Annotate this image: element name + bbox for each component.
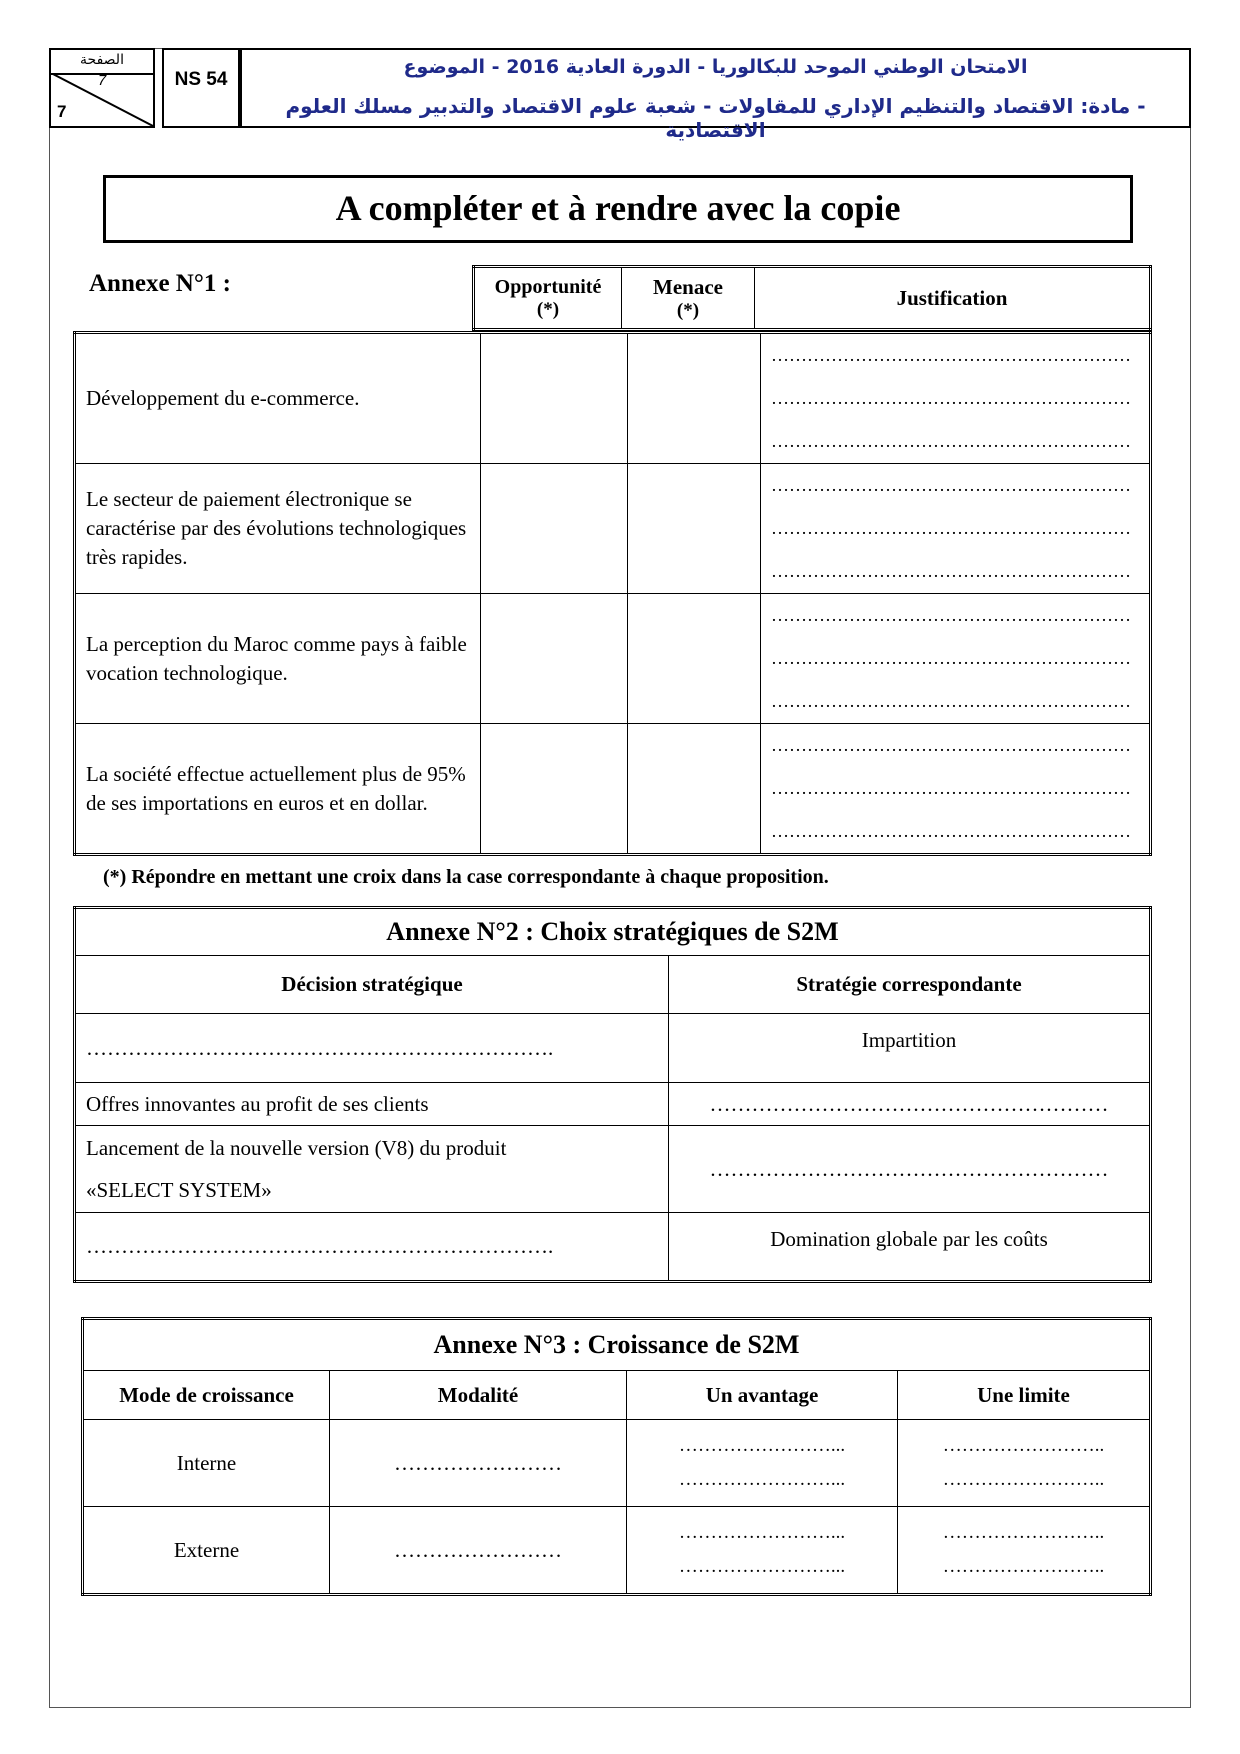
col-opportunity-label: Opportunité <box>494 275 602 298</box>
dotted-line: ……………………... <box>678 1469 846 1490</box>
col-advantage: Un avantage <box>627 1371 898 1420</box>
modality-field[interactable]: …………………… <box>330 1420 627 1507</box>
annex3-caption: Annexe N°3 : Croissance de S2M <box>83 1319 1151 1371</box>
justification-field[interactable] <box>761 594 1151 724</box>
exam-header-line1: الامتحان الوطني الموحد للبكالوريا - الدورة العادية 2016 - الموضوع <box>403 56 1028 78</box>
justification-field[interactable] <box>761 464 1151 594</box>
dotted-line: …………………………………………………… <box>771 561 1131 581</box>
col-decision: Décision stratégique <box>75 956 669 1014</box>
modality-field[interactable]: …………………… <box>330 1507 627 1595</box>
decision-value: Offres innovantes au profit de ses clients <box>75 1083 669 1126</box>
decision-line: «SELECT SYSTEM» <box>86 1178 272 1202</box>
threat-checkbox[interactable] <box>628 333 761 464</box>
table-row <box>75 1213 1151 1282</box>
table-row <box>75 1014 1151 1083</box>
dotted-line: …………………………………………………… <box>771 691 1131 711</box>
threat-checkbox[interactable] <box>628 724 761 855</box>
annex3-table <box>81 1317 1152 1596</box>
dotted-line: …………………………………………………… <box>771 388 1131 408</box>
col-mode: Mode de croissance <box>83 1371 330 1420</box>
annex1-header-table <box>472 265 1152 331</box>
dotted-line: …………………….. <box>942 1522 1105 1543</box>
advantage-field[interactable] <box>627 1507 898 1595</box>
decision-field[interactable]: …………………………………………………………. <box>75 1213 669 1282</box>
dotted-line: …………………………………………………… <box>771 345 1131 365</box>
dotted-line: …………………….. <box>942 1469 1105 1490</box>
dotted-line: …………………………………………………… <box>771 518 1131 538</box>
annex1-label: Annexe N°1 : <box>89 270 231 297</box>
dotted-line: …………………………………………………… <box>771 778 1131 798</box>
dotted-line: …………………………………………………… <box>771 648 1131 668</box>
strategy-field[interactable]: ………………………………………………… <box>669 1083 1151 1126</box>
decision-line: Lancement de la nouvelle version (V8) du produit <box>86 1136 507 1160</box>
dotted-line: …………………………………………………… <box>771 605 1131 625</box>
exam-header <box>240 48 1191 142</box>
opportunity-checkbox[interactable] <box>481 333 628 464</box>
opportunity-checkbox[interactable] <box>481 594 628 724</box>
advantage-field[interactable] <box>627 1420 898 1507</box>
page-total: 7 <box>57 102 67 121</box>
limit-field[interactable] <box>898 1507 1151 1595</box>
decision-field[interactable]: …………………………………………………………. <box>75 1014 669 1083</box>
page-current: 7 <box>97 72 107 89</box>
exam-header-line2: - مادة: الاقتصاد والتنظيم الإداري للمقاولات - شعبة علوم الاقتصاد والتدبير مسلك العلوم الاقتصادية <box>285 94 1146 142</box>
table-row <box>75 724 1151 855</box>
threat-checkbox[interactable] <box>628 594 761 724</box>
strategy-field[interactable]: ………………………………………………… <box>669 1126 1151 1213</box>
growth-mode: Interne <box>83 1420 330 1507</box>
dotted-line: …………………….. <box>942 1435 1105 1456</box>
strategy-value: Impartition <box>669 1014 1151 1083</box>
dotted-line: …………………………………………………… <box>771 821 1131 841</box>
col-threat <box>622 267 755 330</box>
col-opportunity-star: (*) <box>536 298 560 320</box>
col-threat-label: Menace <box>653 274 723 299</box>
col-strategy: Stratégie correspondante <box>669 956 1151 1014</box>
table-row <box>83 1420 1151 1507</box>
proposition: La perception du Maroc comme pays à faible vocation technologique. <box>75 594 481 724</box>
dotted-line: ……………………... <box>678 1522 846 1543</box>
dotted-line: ……………………... <box>678 1435 846 1456</box>
table-row <box>75 333 1151 464</box>
annex2-caption: Annexe N°2 : Choix stratégiques de S2M <box>75 908 1151 956</box>
col-justification: Justification <box>755 267 1151 330</box>
dotted-line: ……………………... <box>678 1556 846 1577</box>
page-title: A compléter et à rendre avec la copie <box>103 175 1133 243</box>
opportunity-checkbox[interactable] <box>481 724 628 855</box>
dotted-line: …………………….. <box>942 1556 1105 1577</box>
table-row <box>75 1083 1151 1126</box>
table-row <box>75 594 1151 724</box>
threat-checkbox[interactable] <box>628 464 761 594</box>
exam-code-box <box>162 48 240 128</box>
annex1-note: (*) Répondre en mettant une croix dans la case correspondante à chaque proposition. <box>103 866 829 888</box>
table-row <box>75 464 1151 594</box>
proposition: Le secteur de paiement électronique se caractérise par des évolutions technologiques très rapides. <box>75 464 481 594</box>
exam-code: NS 54 <box>174 69 228 90</box>
proposition: Développement du e-commerce. <box>75 333 481 464</box>
col-limit: Une limite <box>898 1371 1151 1420</box>
justification-field[interactable] <box>761 724 1151 855</box>
strategy-value: Domination globale par les coûts <box>669 1213 1151 1282</box>
col-opportunity <box>474 267 622 330</box>
limit-field[interactable] <box>898 1420 1151 1507</box>
justification-field[interactable] <box>761 333 1151 464</box>
col-modality: Modalité <box>330 1371 627 1420</box>
page-number-box <box>49 48 155 128</box>
dotted-line: …………………………………………………… <box>771 735 1131 755</box>
dotted-line: …………………………………………………… <box>771 431 1131 451</box>
growth-mode: Externe <box>83 1507 330 1595</box>
table-row <box>75 1126 1151 1213</box>
proposition: La société effectue actuellement plus de 95% de ses importations en euros et en dollar. <box>75 724 481 855</box>
dotted-line: …………………………………………………… <box>771 475 1131 495</box>
opportunity-checkbox[interactable] <box>481 464 628 594</box>
annex1-table <box>73 331 1152 856</box>
col-threat-star: (*) <box>676 299 700 321</box>
page-label: الصفحة <box>80 52 124 68</box>
annex2-table <box>73 906 1152 1283</box>
decision-value <box>75 1126 669 1213</box>
table-row <box>83 1507 1151 1595</box>
